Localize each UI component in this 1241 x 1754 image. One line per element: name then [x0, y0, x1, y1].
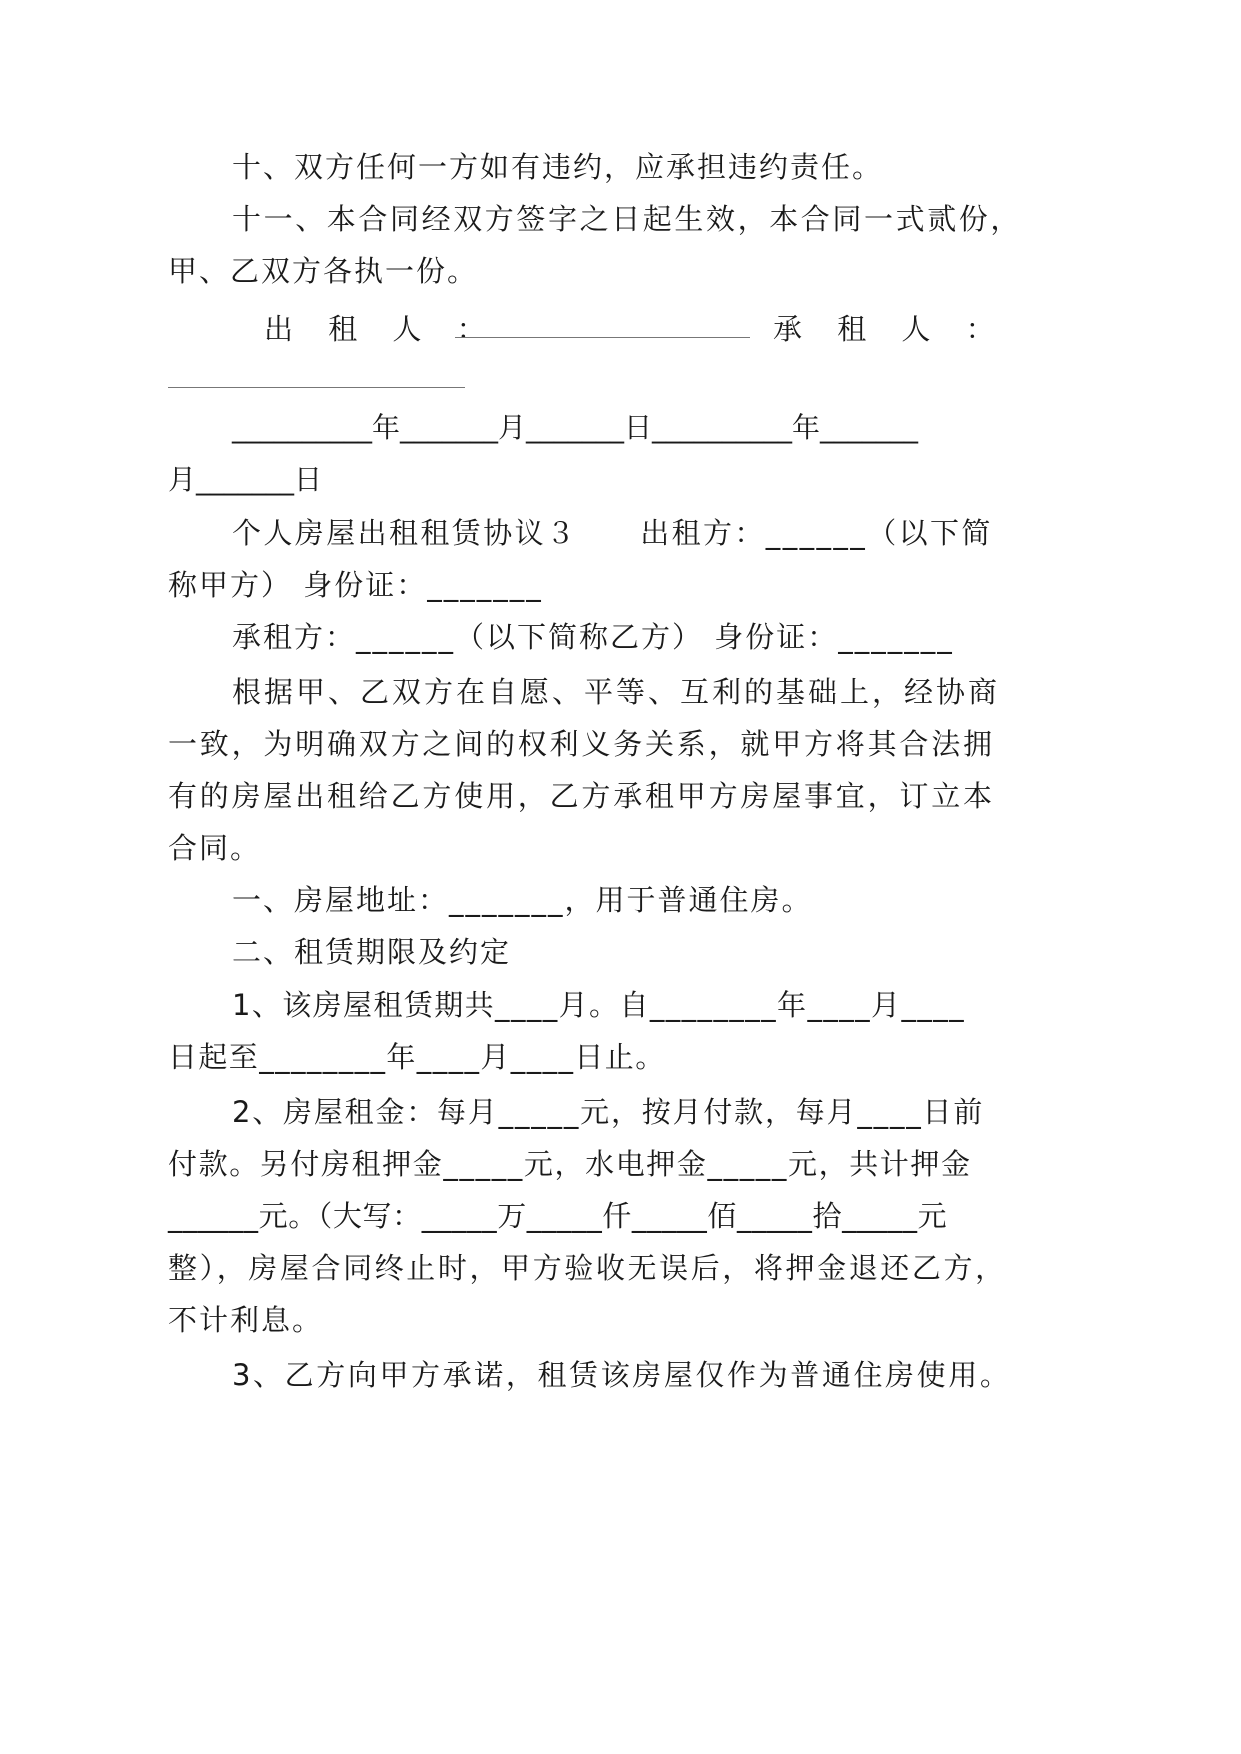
text-line: 根据甲、乙双方在自愿、平等、互利的基础上，经协商	[232, 675, 1001, 709]
text-line: 2、房屋租金：每月_____元，按月付款，每月____日前	[232, 1095, 985, 1129]
text-line: ______元。（大写：_____万_____仟_____佰_____拾_____元	[168, 1199, 948, 1233]
lessee-signature-label: 承 租 人 ：	[773, 312, 1008, 346]
date-line: 月_______日	[168, 463, 323, 496]
text-line: 付款。另付房租押金_____元，水电押金_____元，共计押金	[168, 1147, 972, 1181]
agreement-title-line: 个人房屋出租租赁协议３ 出租方：______（以下简	[232, 516, 993, 550]
text-line: 十、双方任何一方如有违约，应承担违约责任。	[232, 150, 884, 184]
text-line: 甲、乙双方各执一份。	[168, 254, 479, 288]
text-line: 整），房屋合同终止时，甲方验收无误后，将押金退还乙方，	[168, 1251, 1007, 1285]
text-line: 一、房屋地址：_______，用于普通住房。	[232, 883, 813, 917]
text-line: 日起至________年____月____日止。	[168, 1040, 666, 1074]
lessor-signature-line	[455, 337, 750, 338]
text-line: 合同。	[168, 831, 262, 865]
text-line: 一致，为明确双方之间的权利义务关系，就甲方将其合法拥	[168, 727, 995, 761]
date-line: __________年_______月_______日__________年_______	[232, 411, 919, 444]
text-line: 3、乙方向甲方承诺，租赁该房屋仅作为普通住房使用。	[232, 1358, 1012, 1392]
text-line: 称甲方） 身份证：_______	[168, 568, 543, 602]
text-line: 十一、本合同经双方签字之日起生效，本合同一式贰份，	[232, 202, 1023, 236]
text-line: 承租方：______（以下简称乙方） 身份证：_______	[232, 620, 954, 654]
lessor-signature-label: 出 租 人 ：	[264, 312, 499, 346]
text-line: 1、该房屋租赁期共____月。自________年____月____	[232, 988, 966, 1022]
text-line: 有的房屋出租给乙方使用，乙方承租甲方房屋事宜，订立本	[168, 779, 995, 813]
lessee-signature-line	[168, 387, 465, 388]
text-line: 不计利息。	[168, 1303, 324, 1337]
section-heading: 二、租赁期限及约定	[232, 935, 512, 969]
